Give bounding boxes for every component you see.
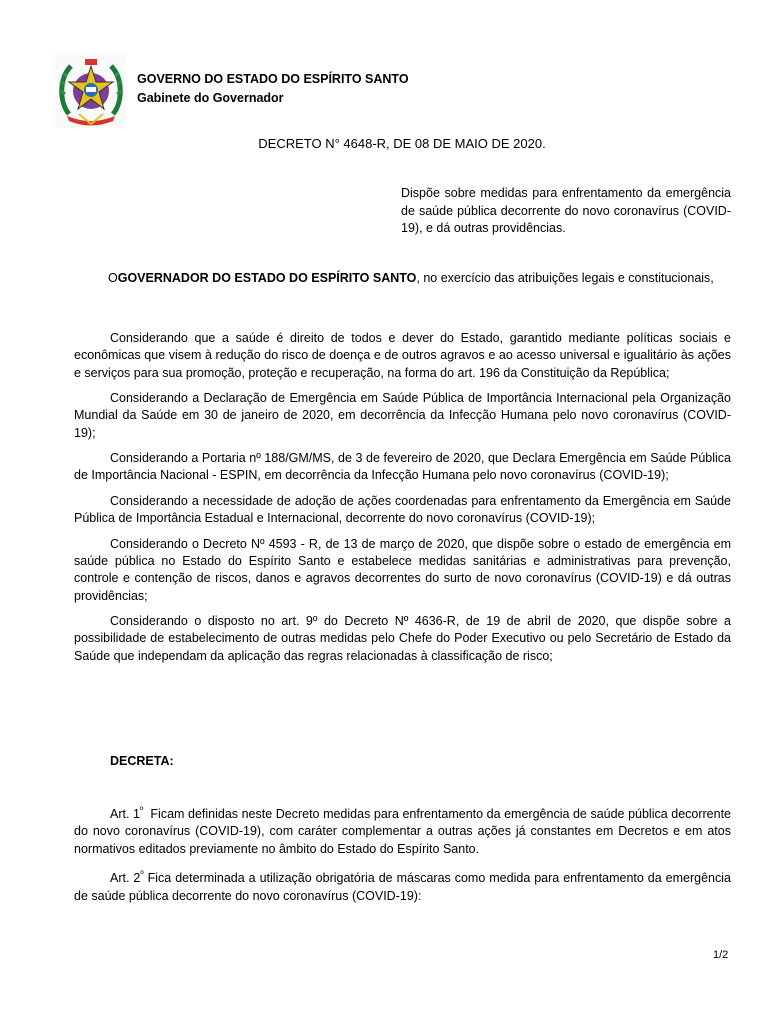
article-paragraph (74, 866, 731, 905)
article-text: Fica determinada a utilização obrigatória de máscaras como medida para enfrentamento da emergência de saúde pública decorrente do novo coronavírus (COVID-19): (74, 871, 731, 903)
considerations-list (74, 330, 731, 673)
article-label: Art. 1 (110, 807, 140, 822)
office-name: Gabinete do Governador (137, 91, 284, 105)
consideration-paragraph: Considerando a Declaração de Emergência em Saúde Pública de Importância Internacional pela Organização Mundial da Saúde em 30 de janeiro de 2020, em decorrência da Infecção Humana pelo novo coronavírus (COVID-19); (74, 391, 731, 440)
consideration-paragraph: Considerando a Portaria nº 188/GM/MS, de 3 de fevereiro de 2020, que Declara Emergência em Saúde Pública de Importância Nacional - ESPIN, em decorrência da Infecção Humana pelo novo coronavírus (COVID-19); (74, 451, 731, 483)
article-ordinal: º (139, 805, 144, 815)
article-ordinal: º (140, 869, 144, 880)
state-coat-of-arms-icon (55, 54, 127, 128)
opening-paragraph (74, 270, 731, 287)
article-label: Art. 2 (110, 871, 141, 886)
consideration-paragraph: Considerando que a saúde é direito de todos e dever do Estado, garantido mediante políticas sociais e econômicas que visem à redução do risco de doença e de outros agravos e ao acesso universal e igualitário às ações e serviços para sua promoção, proteção e recuperação, na forma do art. 196 da Constituição da República; (74, 331, 731, 380)
article-paragraph (74, 802, 731, 858)
consideration-paragraph: Considerando a necessidade de adoção de ações coordenadas para enfrentamento da Emergência em Saúde Pública de Importância Estadual e Internacional, decorrente do novo coronavírus (COVID-19); (74, 493, 731, 526)
consideration-paragraph: Considerando o disposto no art. 9º do Decreto Nº 4636-R, de 19 de abril de 2020, que dispõe sobre a possibilidade de estabelecimento de outras medidas pelo Chefe do Poder Executivo ou pelo Secretário de Estado da Saúde que independam da aplicação das regras relacionadas à classificação de risco; (74, 614, 731, 663)
decree-summary: Dispõe sobre medidas para enfrentamento da emergência de saúde pública decorrente do novo coronavírus (COVID-19), e dá outras providências. (401, 186, 731, 236)
governor-title: GOVERNADOR DO ESTADO DO ESPÍRITO SANTO (117, 271, 417, 285)
opening-rest: , no exercício das atribuições legais e constitucionais, (416, 271, 714, 285)
consideration-paragraph: Considerando o Decreto Nº 4593 - R, de 13 de março de 2020, que dispõe sobre o estado de emergência em saúde pública no Estado do Espírito Santo e estabelece medidas sanitárias e administrativas para prevenção, controle e contenção de riscos, danos e agravos decorrentes do surto de novo coronavírus (COVID-19) e dá outras providências; (74, 536, 731, 603)
article-text: Ficam definidas neste Decreto medidas para enfrentamento da emergência de saúde pública decorrente do novo coronavírus (COVID-19), com caráter complementar a outras ações já constantes em Decretos e em atos normativos editados previamente no âmbito do Estado do Espírito Santo. (74, 807, 732, 856)
decree-title: DECRETO N° 4648-R, DE 08 DE MAIO DE 2020. (258, 136, 546, 151)
opening-prefix: O (108, 271, 118, 285)
page-number: 1/2 (713, 949, 729, 961)
government-name: GOVERNO DO ESTADO DO ESPÍRITO SANTO (137, 72, 409, 86)
decreta-heading: DECRETA: (110, 754, 174, 768)
articles-list (74, 802, 731, 913)
